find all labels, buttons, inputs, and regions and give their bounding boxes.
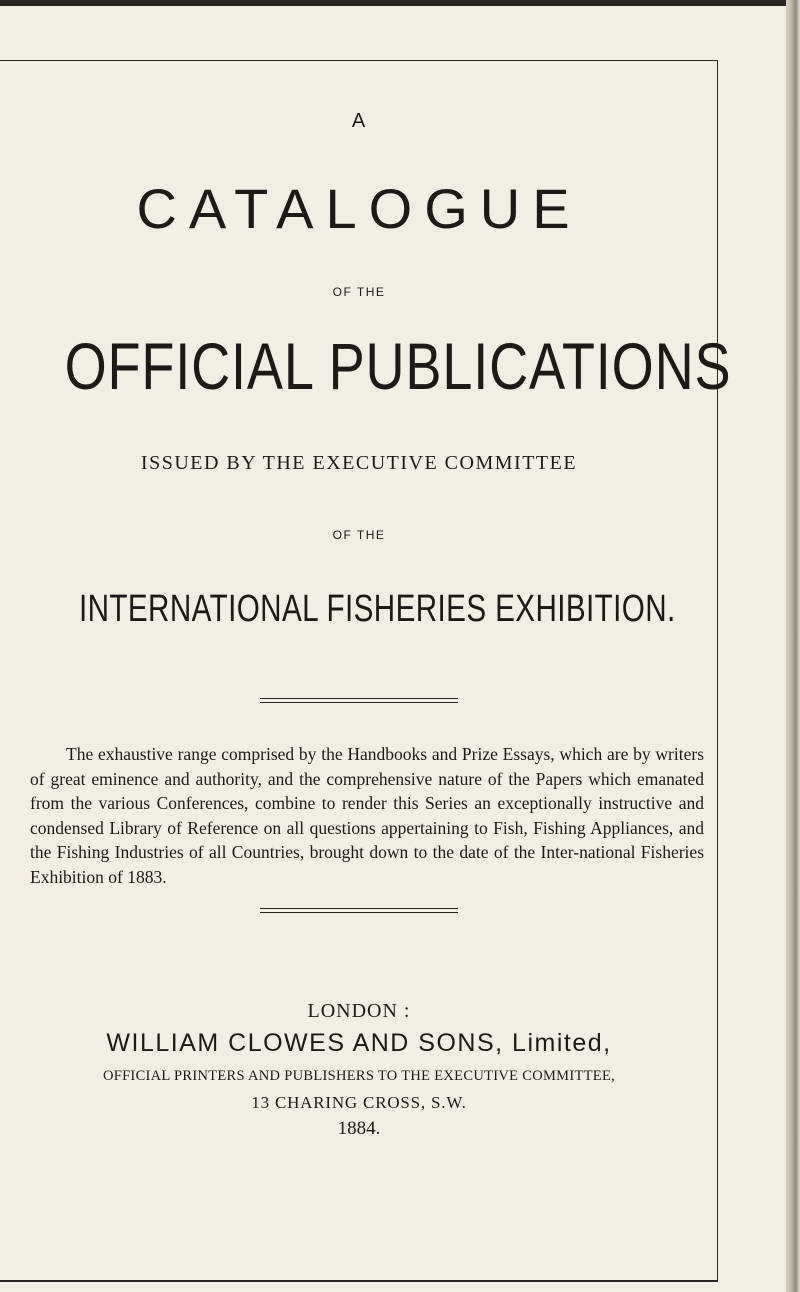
title-of-the-1: OF THE (332, 285, 386, 299)
imprint-address: 13 CHARING CROSS, S.W. (251, 1093, 467, 1112)
title-article: A (351, 110, 367, 132)
title-exhibition-name: INTERNATIONAL FISHERIES EXHIBITION. (78, 588, 676, 630)
title-of-the-2: OF THE (332, 528, 386, 542)
double-rule-top (260, 698, 458, 703)
description-paragraph: The exhaustive range comprised by the Handbooks and Prize Essays, which are by writers of great eminence and authority, and the comprehensive nature of the Papers which emanated from the various Conferences, combine to render this Series an exceptionally instructive and condensed Library of Reference on all questions appertaining to Fish, Fishing Appliances, and the Fishing Industries of all Countries, brought down to the date of the Inter-national Fisheries Exhibition of 1883. (30, 744, 704, 887)
imprint-city: LONDON : (307, 1000, 411, 1022)
imprint-printers: OFFICIAL PRINTERS AND PUBLISHERS TO THE EXECUTIVE COMMITTEE, (102, 1068, 616, 1084)
page-top-edge (0, 0, 800, 6)
title-official-publications: OFFICIAL PUBLICATIONS (64, 329, 732, 403)
title-issued-by: ISSUED BY THE EXECUTIVE COMMITTEE (140, 452, 578, 474)
double-rule-bottom (260, 908, 458, 913)
imprint-publisher: WILLIAM CLOWES AND SONS, Limited, (106, 1029, 612, 1057)
imprint-year: 1884. (337, 1118, 381, 1139)
title-catalogue: CATALOGUE (136, 177, 582, 240)
page-right-edge (786, 0, 800, 1292)
